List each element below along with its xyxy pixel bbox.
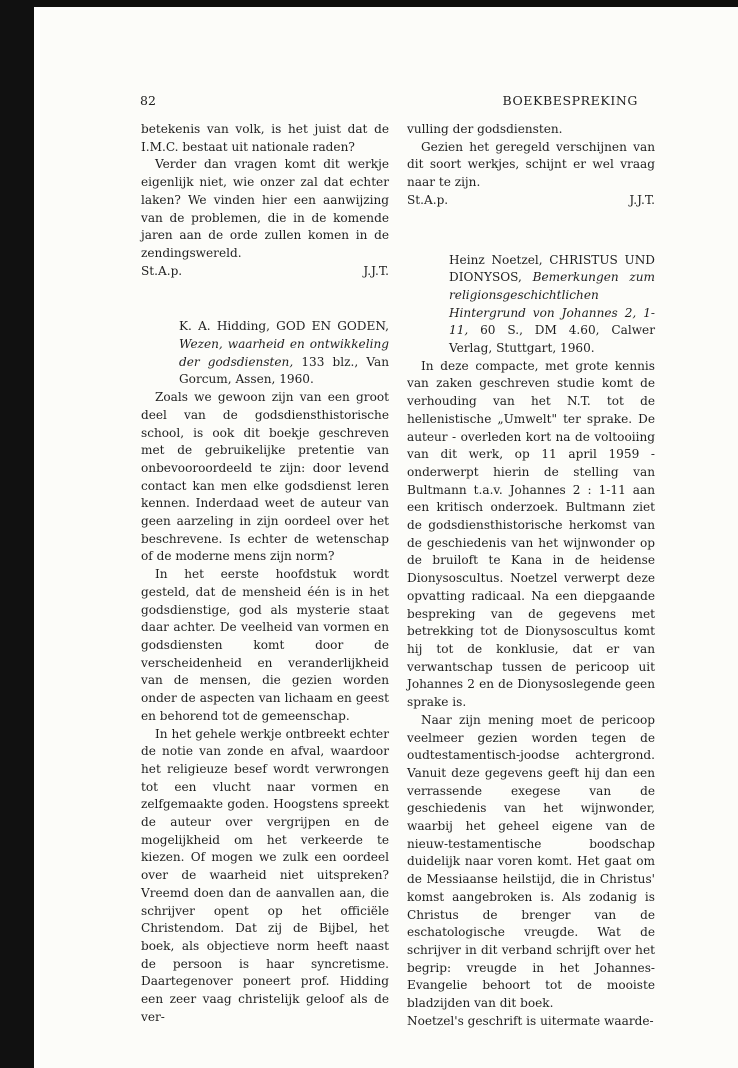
signature-initials: J.J.T. [363, 263, 389, 278]
review-subtitle: Bemerkungen zum religionsgeschichtlichen Hintergrund von Johannes 2, 1-11, [449, 270, 655, 338]
review-author-title: Heinz Noetzel, CHRISTUS UND DIONYSOS, [449, 252, 655, 285]
paragraph: Noetzel's geschrift is uitermate waarde- [407, 1013, 654, 1028]
left-column [141, 121, 389, 1026]
scan-border-left [0, 0, 34, 1068]
signature-place: St.A.p. [141, 263, 183, 278]
paragraph: Naar zijn mening moet de pericoop veelmeer gezien worden tegen de oudtestamentisch-joodse achtergrond. Vanuit deze gegevens geeft hij dan een verrassende exegese van de geschiedenis van het wijnwonder, waarbij het geheel eigene van de nieuw-testamentische boodschap duidelijk naar voren komt. Het gaat om de Messiaanse heilstijd, die in Christus' komst aangebroken is. Als zodanig is Christus de brenger van de eschatologische vreugde. Wat de schrijver in dit verband schrijft over het begrip: vreugde in het Johannes-Evangelie behoort tot de mooiste bladzijden van dit boek. [407, 712, 655, 1011]
paragraph: Zoals we gewoon zijn van een groot deel van de godsdiensthistorische school, is ook dit boekje geschreven met de gebruikelijke pretentie van onbevooroordeeld te zijn: door levend contact kan men elke godsdienst leren kennen. Inderdaad weet de auteur van geen aarzeling in zijn oordeel over het beschrevene. Is echter de wetenschap of de moderne mens zijn norm? [141, 390, 389, 564]
signature-line [141, 263, 389, 281]
continued-paragraph: betekenis van volk, is het juist dat de I.M.C. bestaat uit nationale raden? [141, 122, 389, 154]
page-number: 82 [140, 93, 156, 108]
paragraph: In het eerste hoofdstuk wordt gesteld, dat de mensheid één is in het godsdienstige, god als mysterie staat daar achter. De veelheid van vormen en godsdiensten komt door de verscheidenheid en veranderlijkheid van de mensen, die gezien worden onder de aspecten van lichaam en geest en behorend tot de gemeenschap. [141, 567, 389, 723]
paragraph: Verder dan vragen komt dit werkje eigenlijk niet, wie onzer zal dat echter laken? We vinden hier een aanwijzing van de problemen, die in de komende jaren aan de orde zullen komen in de zendingswereld. [141, 157, 389, 260]
review-publication-details: 60 S., DM 4.60, Calwer Verlag, Stuttgart, 1960. [449, 323, 655, 356]
signature-initials: J.J.T. [629, 192, 655, 207]
running-head: BOEKBESPREKING [502, 93, 638, 108]
review-subtitle: Wezen, waarheid en ontwikkeling der godsdiensten, [179, 337, 389, 369]
right-column [407, 121, 655, 1030]
review-author-title: K. A. Hidding, GOD EN GODEN, [179, 319, 389, 334]
continued-paragraph: vulling der godsdiensten. [407, 122, 563, 136]
paragraph: In deze compacte, met grote kennis van zaken geschreven studie komt de verhouding van het N.T. tot de hellenistische „Umwelt" ter sprake. De auteur - overleden kort na de voltooiing van dit werk, op 11 april 1959 - onderwerpt hierin de stelling van Bultmann t.a.v. Johannes 2 : 1-11 aan een kritisch onderzoek. Bultmann ziet de godsdiensthistorische herkomst van de geschiedenis van het wijnwonder op de bruiloft te Kana in de heidense Dionysoscultus. Noetzel verwerpt deze opvatting radicaal. Na een diepgaande bespreking van de gegevens met betrekking tot de Dionysoscultus komt hij tot de konklusie, dat er van verwantschap tussen de pericoop uit Johannes 2 en de Dionysoslegende geen sprake is. [407, 358, 655, 710]
signature-line [407, 192, 655, 210]
paragraph: Gezien het geregeld verschijnen van dit soort werkjes, schijnt er wel vraag naar te zijn. [407, 139, 655, 190]
review-heading [141, 318, 389, 389]
signature-place: St.A.p. [407, 192, 449, 207]
paragraph: In het gehele werkje ontbreekt echter de notie van zonde en afval, waardoor het religieuze besef wordt verwrongen tot een vlucht naar vormen en zelfgemaakte goden. Hoogstens spreekt de auteur over vergrijpen en de mogelijkheid om het verkeerde te kiezen. Of mogen we zulk een oordeel over de waarheid niet uitspreken? Vreemd doen dan de aanvallen aan, die schrijver opent op het officiële Christendom. Dat zij de Bijbel, het boek, als objectieve norm heeft naast de persoon is haar syncretisme. Daartegenover poneert prof. Hidding een zeer vaag christelijk geloof als de ver- [141, 726, 389, 1024]
review-heading [407, 252, 655, 358]
review-publication-details: 133 blz., Van Gorcum, Assen, 1960. [179, 354, 389, 387]
scan-border-top [0, 0, 738, 7]
